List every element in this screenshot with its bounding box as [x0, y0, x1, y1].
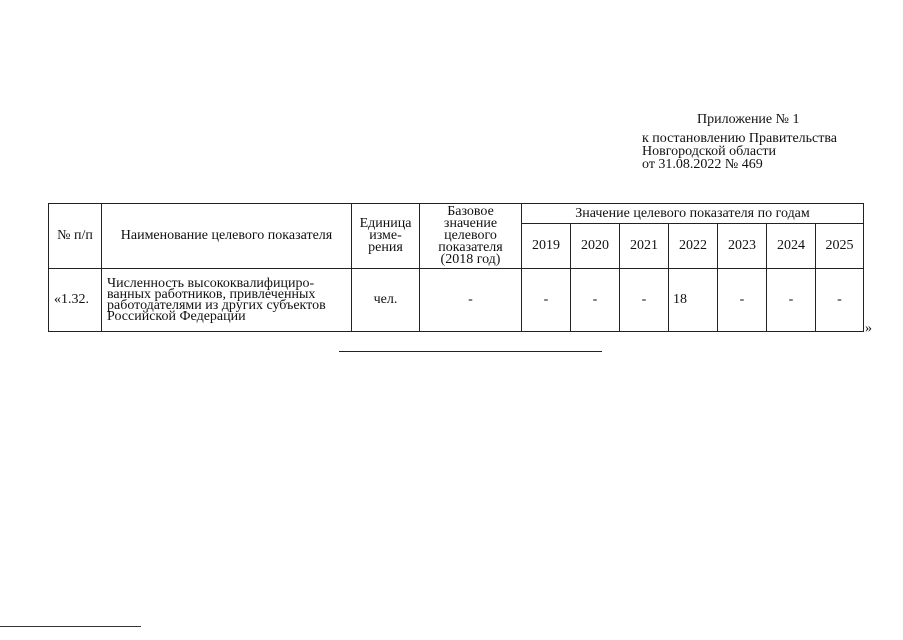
row-year-value: -	[620, 269, 669, 332]
header-year: 2019	[522, 224, 571, 269]
appendix-resolution-line: к постановлению Правительства	[642, 131, 838, 146]
row-year-value: -	[718, 269, 767, 332]
appendix-region-line: Новгородской области	[642, 144, 776, 159]
header-year: 2024	[767, 224, 816, 269]
row-year-value: -	[816, 269, 864, 332]
row-base-value: -	[420, 269, 522, 332]
header-year: 2023	[718, 224, 767, 269]
footer-line	[0, 626, 141, 627]
header-base-value: Базовое значение целевого показателя (2018 год)	[420, 204, 522, 269]
indicators-table	[48, 203, 864, 332]
appendix-header	[0, 0, 903, 200]
row-year-value: -	[571, 269, 620, 332]
row-number: «1.32.	[49, 269, 102, 332]
header-year: 2021	[620, 224, 669, 269]
header-unit: Единица изме- рения	[352, 204, 420, 269]
appendix-date-line: от 31.08.2022 № 469	[642, 157, 763, 172]
row-year-value: -	[522, 269, 571, 332]
separator-line	[339, 351, 602, 352]
header-name: Наименование целевого показателя	[102, 204, 352, 269]
header-year: 2022	[669, 224, 718, 269]
header-number: № п/п	[49, 204, 102, 269]
row-unit: чел.	[352, 269, 420, 332]
table-row	[49, 269, 864, 332]
header-years-group: Значение целевого показателя по годам	[522, 204, 864, 224]
row-year-value: -	[767, 269, 816, 332]
appendix-title: Приложение № 1	[697, 112, 800, 127]
row-year-value: 18	[669, 269, 718, 332]
table-header-row	[49, 204, 864, 224]
row-indicator-name: Численность высококвалифициро- ванных работников, привлеченных работодателями из других субъектов Российской Федерации	[102, 269, 352, 332]
closing-quote: »	[865, 321, 872, 336]
header-year: 2020	[571, 224, 620, 269]
header-year: 2025	[816, 224, 864, 269]
